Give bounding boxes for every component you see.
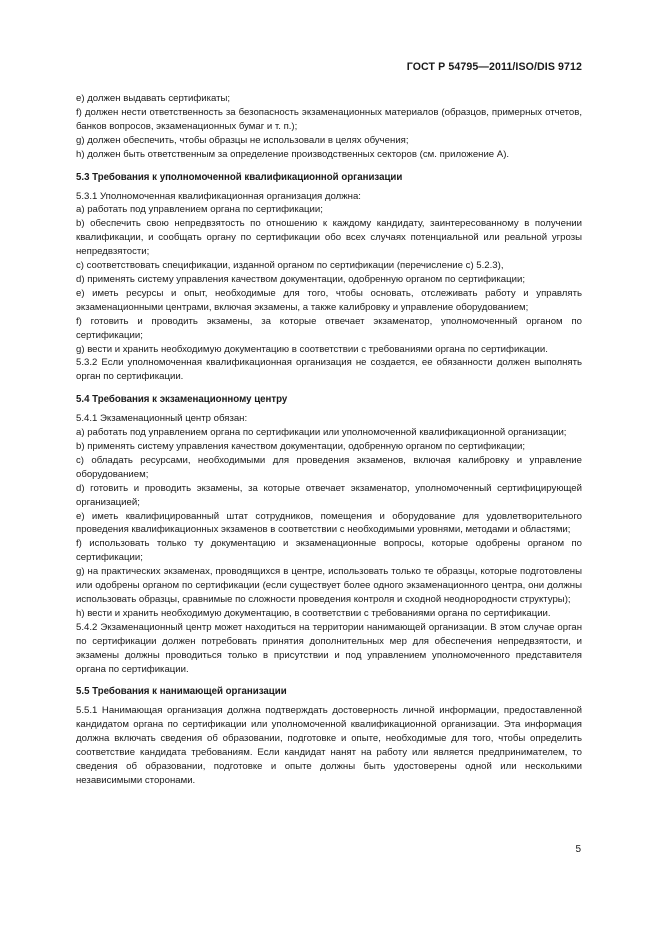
document-body	[76, 92, 582, 788]
paragraph: 5.4.1 Экзаменационный центр обязан:	[76, 413, 248, 425]
list-item: h) вести и хранить необходимую документацию, в соответствии с требованиями органа по сертификации.	[76, 607, 551, 619]
list-item: b) применять систему управления качеством документации, одобренную органом по сертификации;	[76, 441, 526, 453]
section-heading-5-4: 5.4 Требования к экзаменационному центру	[76, 394, 288, 406]
list-item: c) соответствовать спецификации, изданной органом по сертификации (перечисление c) 5.2.3),	[76, 260, 504, 272]
list-item: e) иметь квалифицированный штат сотрудников, помещения и оборудование для удовлетворительного проведения квалификационных экзаменов в соответствии с необходимыми уровнями, методами и областями;	[76, 510, 582, 536]
list-item: g) должен обеспечить, чтобы образцы не использовали в целях обучения;	[76, 134, 409, 146]
list-item: e) должен выдавать сертификаты;	[76, 93, 231, 104]
paragraph: 5.3.1 Уполномоченная квалификационная организация должна:	[76, 190, 361, 202]
section-5-4-body	[76, 412, 582, 676]
list-item: f) использовать только ту документацию и экзаменационные вопросы, которые одобрены органом по сертификации;	[76, 538, 582, 564]
list-item: e) иметь ресурсы и опыт, необходимые для того, чтобы основать, отслеживать работу и управлять экзаменационными центрами, включая экзамены, а также калибровку и управление оборудованием;	[76, 287, 582, 313]
list-item: d) готовить и проводить экзамены, за которые отвечает экзаменатор, уполномоченный сертифицирующей организацией;	[76, 482, 582, 508]
list-item: h) должен быть ответственным за определение производственных секторов (см. приложение А).	[76, 148, 510, 160]
list-item: a) работать под управлением органа по сертификации или уполномоченной квалификационной организации;	[76, 427, 567, 439]
section-5-5-body	[76, 704, 582, 787]
list-item: f) готовить и проводить экзамены, за которые отвечает экзаменатор, уполномоченный органом по сертификации;	[76, 315, 582, 341]
list-item: g) на практических экзаменах, проводящихся в центре, использовать только те образцы, которые подготовлены или одобрены органом по сертификации (если существует более одного экзаменационного центра, они должны использовать образцы, сравнимые по сложности проведения контроля и сходной неоднородности структуры);	[76, 566, 582, 605]
section-heading-5-5: 5.5 Требования к нанимающей организации	[76, 686, 287, 698]
list-item: b) обеспечить свою непредвзятость по отношению к каждому кандидату, заинтересованному в получении квалификации, и сообщать органу по сертификации обо всех случаях потенциальной или реальной угрозы непредвзятости;	[76, 218, 582, 258]
list-item: a) работать под управлением органа по сертификации;	[76, 204, 323, 216]
list-item: c) обладать ресурсами, необходимыми для проведения экзаменов, включая калибровку и управление оборудованием;	[76, 454, 582, 480]
intro-list	[76, 92, 582, 162]
document-header: ГОСТ Р 54795—2011/ISO/DIS 9712	[406, 61, 582, 73]
paragraph: 5.4.2 Экзаменационный центр может находиться на территории нанимающей организации. В этом случае орган по сертификации должен потребовать принятия дополнительных мер для обеспечения непредвзятости, и экзамены должны проводиться только в присутствии и под управлением уполномоченного представителя органа по сертификации.	[76, 621, 582, 675]
page-number: 5	[575, 844, 581, 855]
section-5-3-body	[76, 190, 582, 385]
paragraph: 5.3.2 Если уполномоченная квалификационная организация не создается, ее обязанности должен выполнять орган по сертификации.	[76, 357, 582, 383]
section-heading-5-3: 5.3 Требования к уполномоченной квалификационной организации	[76, 171, 403, 183]
paragraph: 5.5.1 Нанимающая организация должна подтверждать достоверность личной информации, предоставленной кандидатом органа по сертификации или уполномоченной квалификационной организации. Эта информация должна включать сведения об образовании, подготовке и опыте, необходимые для того, чтобы определить соответствие кандидата требованиям. Если кандидат нанят на работу или является предпринимателем, то сведения об образовании, подготовке и опыте должны быть удостоверены одной или несколькими независимыми сторонами.	[76, 705, 582, 786]
list-item: f) должен нести ответственность за безопасность экзаменационных материалов (образцов, примерных отчетов, банков вопросов, экзаменационных бумаг и т. п.);	[76, 106, 582, 132]
list-item: d) применять систему управления качеством документации, одобренную органом по сертификации;	[76, 273, 526, 285]
list-item: g) вести и хранить необходимую документацию в соответствии с требованиями органа по сертификации.	[76, 343, 548, 355]
